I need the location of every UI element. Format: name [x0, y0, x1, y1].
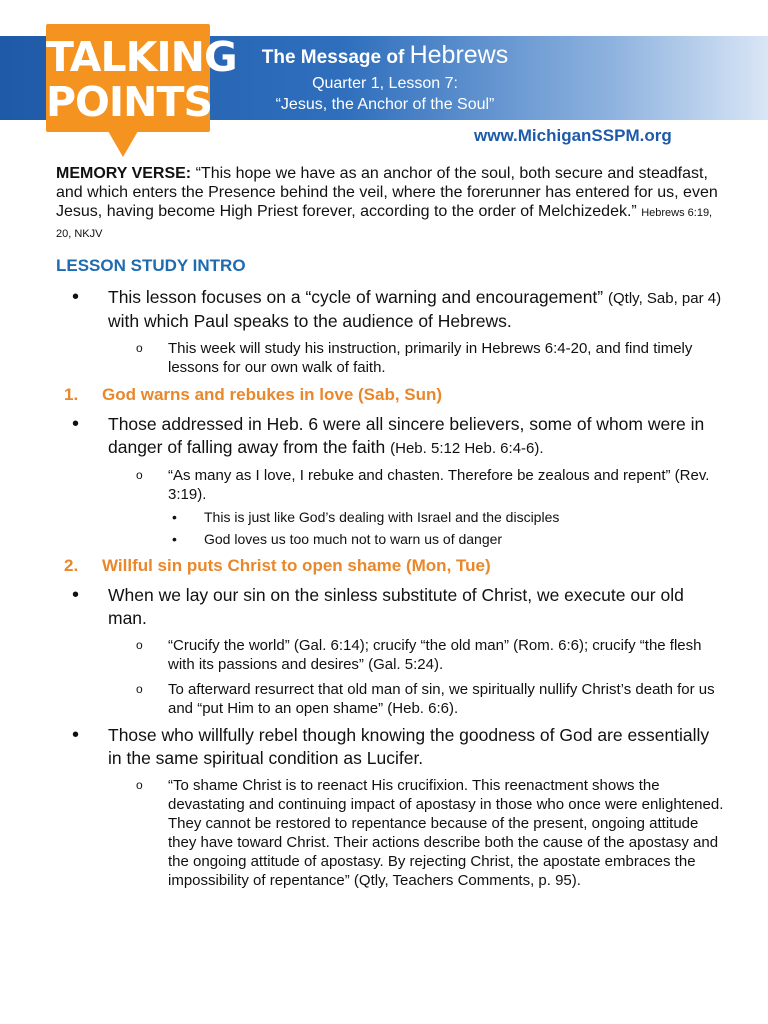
section-1-number: 1. [64, 385, 79, 404]
intro-heading: LESSON STUDY INTRO [56, 256, 246, 275]
intro-sub-bullet: o This week will study his instruction, primarily in Hebrews 6:4-20, and find timely lessons for our own walk of faith. [56, 339, 724, 377]
header-text [225, 40, 545, 115]
section-2-bullet-2: • Those who willfully rebel though knowing the goodness of God are essentially in the same spiritual condition as Lucifer. [56, 724, 724, 770]
intro-bullet-text-b: with which Paul speaks to the audience of Hebrews. [108, 311, 512, 331]
section-1-bullet [56, 413, 724, 460]
series-title-prefix: The Message of [261, 47, 405, 68]
logo-line-2: POINTS [46, 78, 212, 126]
section-1-subsub-bullet-2: • God loves us too much not to warn us of danger [56, 530, 724, 548]
section-2-heading [56, 556, 724, 576]
section-1-subsub-bullet-1: • This is just like God’s dealing with Israel and the disciples [56, 508, 724, 526]
series-title-book: Hebrews [409, 41, 509, 69]
intro-bullet [56, 286, 724, 333]
document-body [56, 164, 724, 892]
section-2-bullet-1: • When we lay our sin on the sinless substitute of Christ, we execute our old man. [56, 584, 724, 630]
logo-speech-pointer [108, 131, 138, 157]
section-1-bullet-text: Those addressed in Heb. 6 were all sincere believers, some of whom were in danger of falling away from the faith [108, 414, 705, 457]
section-1-title: God warns and rebukes in love (Sab, Sun) [102, 385, 443, 404]
memory-verse-reference: Hebrews 6:19, 20, NKJV [56, 207, 713, 240]
section-2-number: 2. [64, 556, 79, 575]
series-title [225, 40, 545, 73]
section-1-heading [56, 385, 724, 405]
section-2-sub-bullet-3: o “To shame Christ is to reenact His crucifixion. This reenactment shows the devastating and continuing impact of apostasy in those who once were enlightened. They cannot be restored to repentance because of the present, ongoing attitude they have toward Christ. Their actions describe both the cause of the apostasy and the ongoing attitude of apostasy. By rejecting Christ, the apostate embraces the impossibility of repentance” (Qtly, Teachers Comments, p. 95). [56, 776, 724, 890]
memory-verse-text: “This hope we have as an anchor of the soul, both secure and steadfast, and which enters the Presence behind the veil, where the forerunner has entered for us, even Jesus, having become High Priest forever, according to the order of Melchizedek.” [56, 165, 718, 220]
logo-line-1: TALKING [46, 33, 237, 81]
section-2-sub-bullet-2: o To afterward resurrect that old man of sin, we spiritually nullify Christ’s death for us and “put Him to an open shame” (Heb. 6:6). [56, 680, 724, 718]
intro-bullet-citation: (Qtly, Sab, par 4) [608, 290, 722, 307]
lesson-title: “Jesus, the Anchor of the Soul” [275, 96, 495, 113]
intro-bullet-text-a: This lesson focuses on a “cycle of warning and encouragement” [108, 287, 604, 307]
section-2-title: Willful sin puts Christ to open shame (Mon, Tue) [102, 556, 491, 575]
memory-verse [56, 164, 724, 244]
talking-points-logo [46, 24, 237, 132]
memory-verse-label: MEMORY VERSE: [56, 165, 192, 182]
section-1-sub-bullet: o “As many as I love, I rebuke and chasten. Therefore be zealous and repent” (Rev. 3:19). [56, 466, 724, 504]
section-1-bullet-citation: (Heb. 5:12 Heb. 6:4-6). [390, 440, 544, 457]
website-link[interactable]: www.MichiganSSPM.org [474, 126, 672, 145]
section-2-sub-bullet-1: o “Crucify the world” (Gal. 6:14); crucify “the old man” (Rom. 6:6); crucify “the flesh with its passions and desires” (Gal. 5:24). [56, 636, 724, 674]
lesson-number: Quarter 1, Lesson 7: [312, 75, 458, 92]
